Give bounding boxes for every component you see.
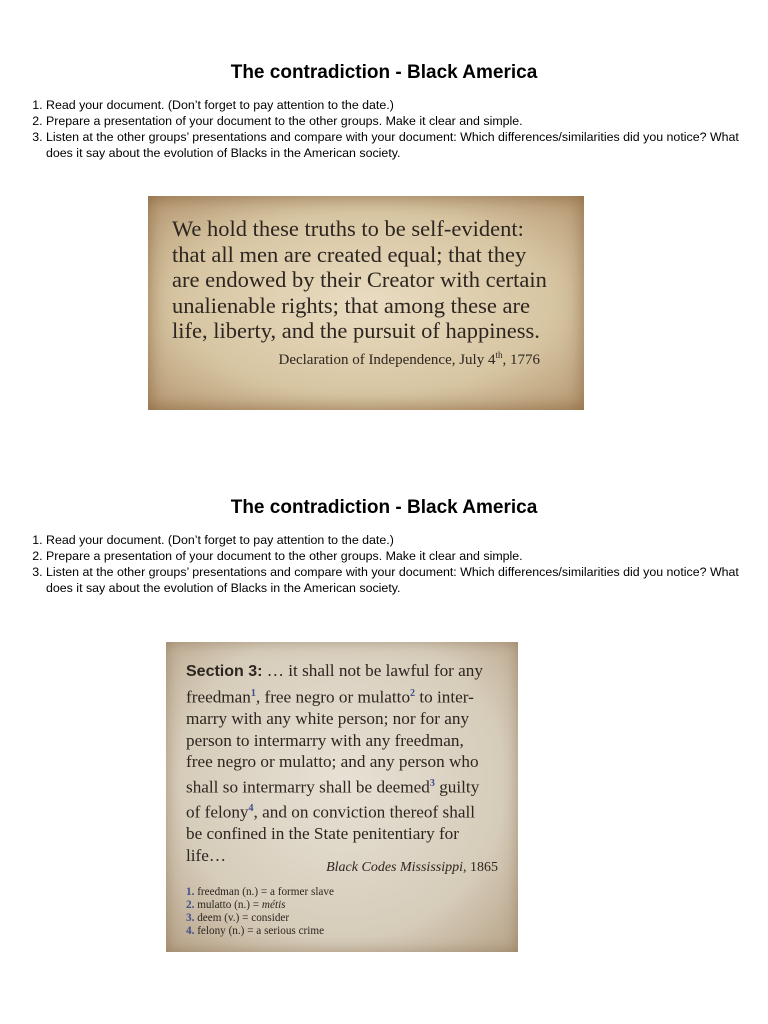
citation-year: , 1865 xyxy=(463,860,498,875)
declaration-document-image xyxy=(148,196,584,410)
citation-title: Black Codes Mississippi xyxy=(326,860,463,875)
glossary-term: mulatto (n.) = xyxy=(197,899,262,911)
glossary-number: 2. xyxy=(186,899,195,911)
text-line: … it shall not be lawful for any xyxy=(262,661,483,680)
text-line: be confined in the State penitentiary for xyxy=(186,824,459,844)
quote-line: We hold these truths to be self-evident: xyxy=(172,216,524,241)
declaration-citation xyxy=(278,350,540,369)
text-line: marry with any white person; nor for any xyxy=(186,708,470,728)
text-segment: shall so intermarry shall be deemed xyxy=(186,777,430,797)
text-line: person to intermarry with any freedman, xyxy=(186,730,464,750)
worksheet-section-2 xyxy=(0,495,768,596)
black-codes-document-image xyxy=(166,642,518,952)
glossary-item xyxy=(186,925,334,938)
citation-superscript: th xyxy=(495,350,503,360)
instruction-list xyxy=(0,97,746,161)
worksheet-section-1 xyxy=(0,60,768,161)
page-title: The contradiction - Black America xyxy=(230,62,538,83)
instruction-item: 1. Read your document. (Don’t forget to pay attention to the date.) xyxy=(46,532,746,548)
instruction-item: 1. Read your document. (Don’t forget to pay attention to the date.) xyxy=(46,97,746,113)
text-line: life… xyxy=(186,845,227,865)
text-segment: guilty xyxy=(434,777,480,797)
footnote-marker: 4 xyxy=(248,803,254,815)
glossary-term: freedman (n.) = a former slave xyxy=(197,886,334,898)
section-label: Section 3: xyxy=(186,663,263,680)
instruction-item: 3. Listen at the other groups’ presentations and compare with your document: Which differences/similarities did you notice? What does it say about the evolution of Blacks in the American society. xyxy=(46,129,746,161)
glossary-item xyxy=(186,912,334,925)
text-segment: of felony xyxy=(186,802,249,822)
black-codes-text xyxy=(186,660,516,867)
footnote-marker: 2 xyxy=(410,687,416,699)
glossary-number: 4. xyxy=(186,925,195,937)
citation-year: , 1776 xyxy=(502,352,540,368)
quote-line: unalienable rights; that among these are xyxy=(172,292,531,318)
text-line: free negro or mulatto; and any person who xyxy=(186,752,479,772)
glossary-translation: métis xyxy=(261,899,286,911)
glossary-term: felony (n.) = a serious crime xyxy=(197,925,325,937)
quote-line: are endowed by their Creator with certain xyxy=(172,267,547,292)
text-segment: to inter- xyxy=(415,687,474,707)
instruction-item: 3. Listen at the other groups’ presentations and compare with your document: Which differences/similarities did you notice? What does it say about the evolution of Blacks in the American society. xyxy=(46,564,746,596)
quote-line: that all men are created equal; that they xyxy=(172,241,527,267)
black-codes-citation xyxy=(326,860,498,876)
footnote-marker: 3 xyxy=(429,777,435,789)
text-segment: freedman xyxy=(186,687,251,707)
page-title: The contradiction - Black America xyxy=(230,497,538,518)
text-segment: , free negro or mulatto xyxy=(255,687,411,707)
glossary-item xyxy=(186,899,334,912)
text-segment: , and on conviction thereof shall xyxy=(253,802,475,822)
footnote-marker: 1 xyxy=(250,687,256,699)
instruction-item: 2. Prepare a presentation of your document to the other groups. Make it clear and simple. xyxy=(46,113,746,129)
glossary-number: 1. xyxy=(186,886,195,898)
glossary-item xyxy=(186,886,334,899)
glossary xyxy=(186,886,334,938)
glossary-number: 3. xyxy=(186,912,195,924)
declaration-quote xyxy=(172,216,572,344)
citation-text: Declaration of Independence, July 4 xyxy=(278,352,496,368)
quote-line: life, liberty, and the pursuit of happiness. xyxy=(172,318,540,343)
instruction-item: 2. Prepare a presentation of your document to the other groups. Make it clear and simple. xyxy=(46,548,746,564)
instruction-list xyxy=(0,532,746,596)
glossary-term: deem (v.) = consider xyxy=(197,912,290,924)
